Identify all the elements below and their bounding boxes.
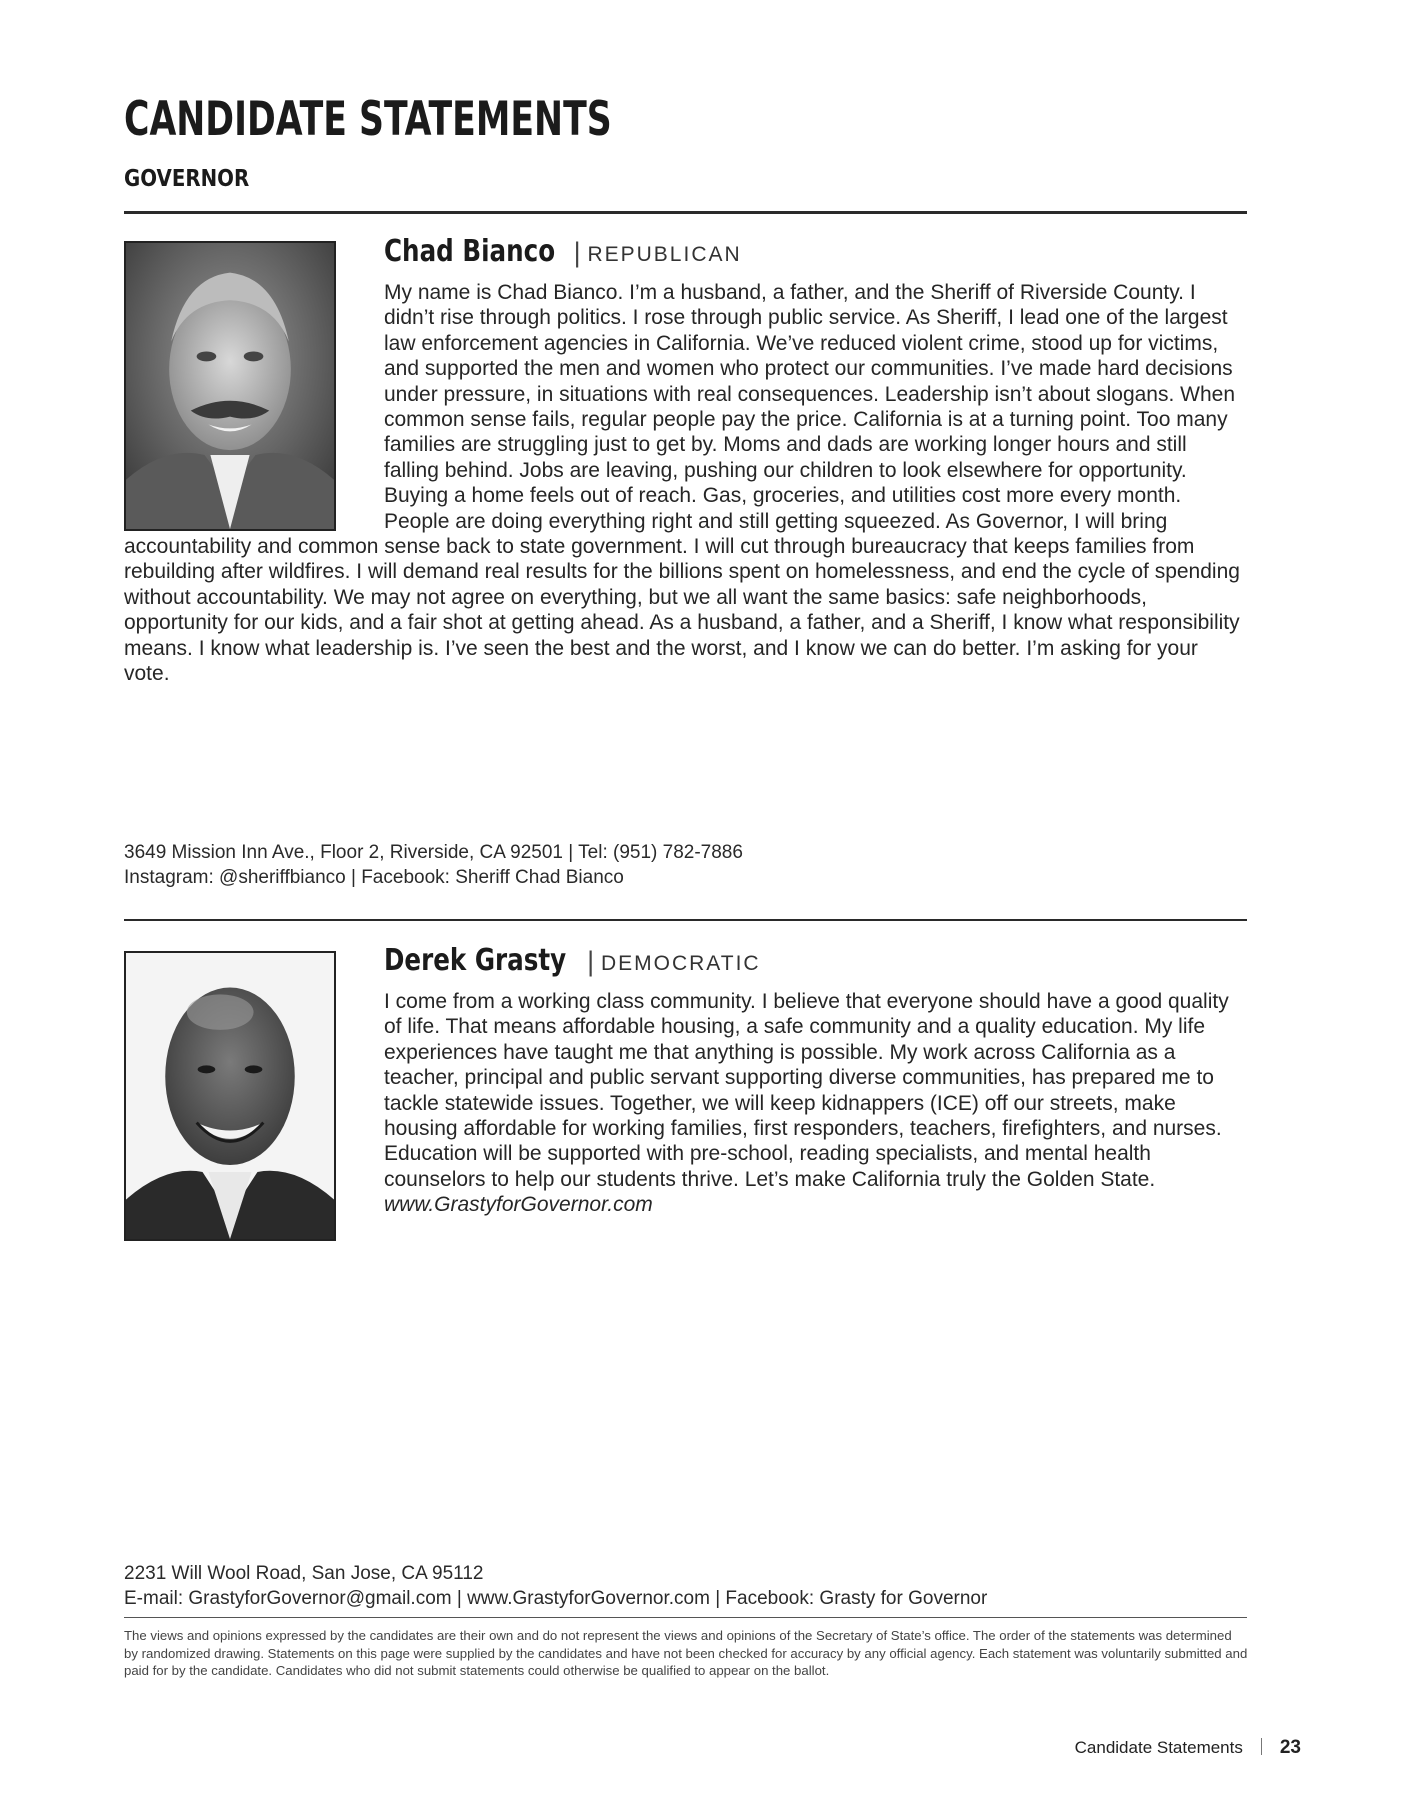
page-subtitle: GOVERNOR <box>124 166 250 192</box>
contact-address: 2231 Will Wool Road, San Jose, CA 95112 <box>124 1563 484 1584</box>
disclaimer-text: The views and opinions expressed by the candidates are their own and do not represent the views and opinions of the Secretary of State’s office. The order of the statements was determined by randomized drawing. Statements on this page were supplied by the candidates and have not been checked for accuracy by any official agency. Each statement was voluntarily submitted and paid for by the candidate. Candidates who did not submit statements could otherwise be qualified to appear on the ballot. <box>124 1628 1248 1678</box>
contact-address: 3649 Mission Inn Ave., Floor 2, Riverside, CA 92501 | Tel: (951) 782-7886 <box>124 842 743 863</box>
contact-links: E-mail: GrastyforGovernor@gmail.com | www.GrastyforGovernor.com | Facebook: Grasty for Governor <box>124 1587 988 1609</box>
name-party-separator: | <box>586 947 595 977</box>
portrait-image <box>126 953 334 1239</box>
candidate-name: Derek Grasty <box>384 943 567 978</box>
candidate-name: Chad Bianco <box>384 234 556 269</box>
footer-separator <box>1261 1738 1262 1755</box>
candidate-header-bianco <box>384 234 742 269</box>
campaign-website-link[interactable]: www.GrastyforGovernor.com <box>384 1193 653 1217</box>
page-footer <box>1075 1737 1301 1759</box>
header-divider <box>124 211 1247 214</box>
page-number: 23 <box>1279 1737 1301 1758</box>
candidate-photo-grasty <box>124 951 336 1241</box>
photo-wrap-spacer <box>124 280 384 534</box>
contact-social: Instagram: @sheriffbianco | Facebook: Sheriff Chad Bianco <box>124 866 624 888</box>
name-party-separator: | <box>572 238 582 268</box>
candidate-header-grasty <box>384 943 761 978</box>
candidate-statement-bianco <box>124 280 1247 687</box>
statement-text: I come from a working class community. I believe that everyone should have a good quality of life. That means affordable housing, a safe community and a quality education. My life experiences have taught me that anything is possible. My work across California as a teacher, principal and public servant supporting diverse communities, has prepared me to tackle statewide issues. Together, we will keep kidnappers (ICE) off our streets, make housing affordable for working families, first responders, teachers, firefighters, and nurses. Education will be supported with pre-school, reading specialists, and mental health counselors to help our students thrive. Let’s make California truly the Golden State. <box>384 990 1229 1191</box>
candidate-divider <box>124 919 1247 921</box>
candidate-contact-bianco <box>124 841 743 890</box>
candidate-contact-grasty <box>124 1562 987 1611</box>
candidate-party: DEMOCRATIC <box>600 952 761 975</box>
disclaimer-divider <box>124 1617 1247 1618</box>
statement-text: My name is Chad Bianco. I’m a husband, a father, and the Sheriff of Riverside County. I didn’t rise through politics. I rose through public service. As Sheriff, I lead one of the largest law enforcement agencies in California. We’ve reduced violent crime, stood up for victims, and supported the men and women who protect our communities. I’ve made hard decisions under pressure, in situations with real consequences. Leadership isn’t about slogans. When common sense fails, regular people pay the price. California is at a turning point. Too many families are struggling just to get by. Moms and dads are working longer hours and still falling behind. Jobs are leaving, pushing our children to look elsewhere for opportunity. Buying a home feels out of reach. Gas, groceries, and utilities cost more every month. People are doing everything right and still getting squeezed. As Governor, I will bring accountability and common sense back to state government. I will cut through bureaucracy that keeps families from rebuilding after wildfires. I will demand real results for the billions spent on homelessness, and end the cycle of spending without accountability. We may not agree on everything, but we all want the same basics: safe neighborhoods, opportunity for our kids, and a fair shot at getting ahead. As a husband, a father, and a Sheriff, I know what responsibility means. I know what leadership is. I’ve seen the best and the worst, and I know we can do better. I’m asking for your vote. <box>124 281 1240 686</box>
candidate-statement-grasty <box>384 989 1234 1218</box>
footer-section-label: Candidate Statements <box>1074 1738 1243 1757</box>
page-title: CANDIDATE STATEMENTS <box>124 92 612 147</box>
candidate-party: REPUBLICAN <box>587 243 742 266</box>
